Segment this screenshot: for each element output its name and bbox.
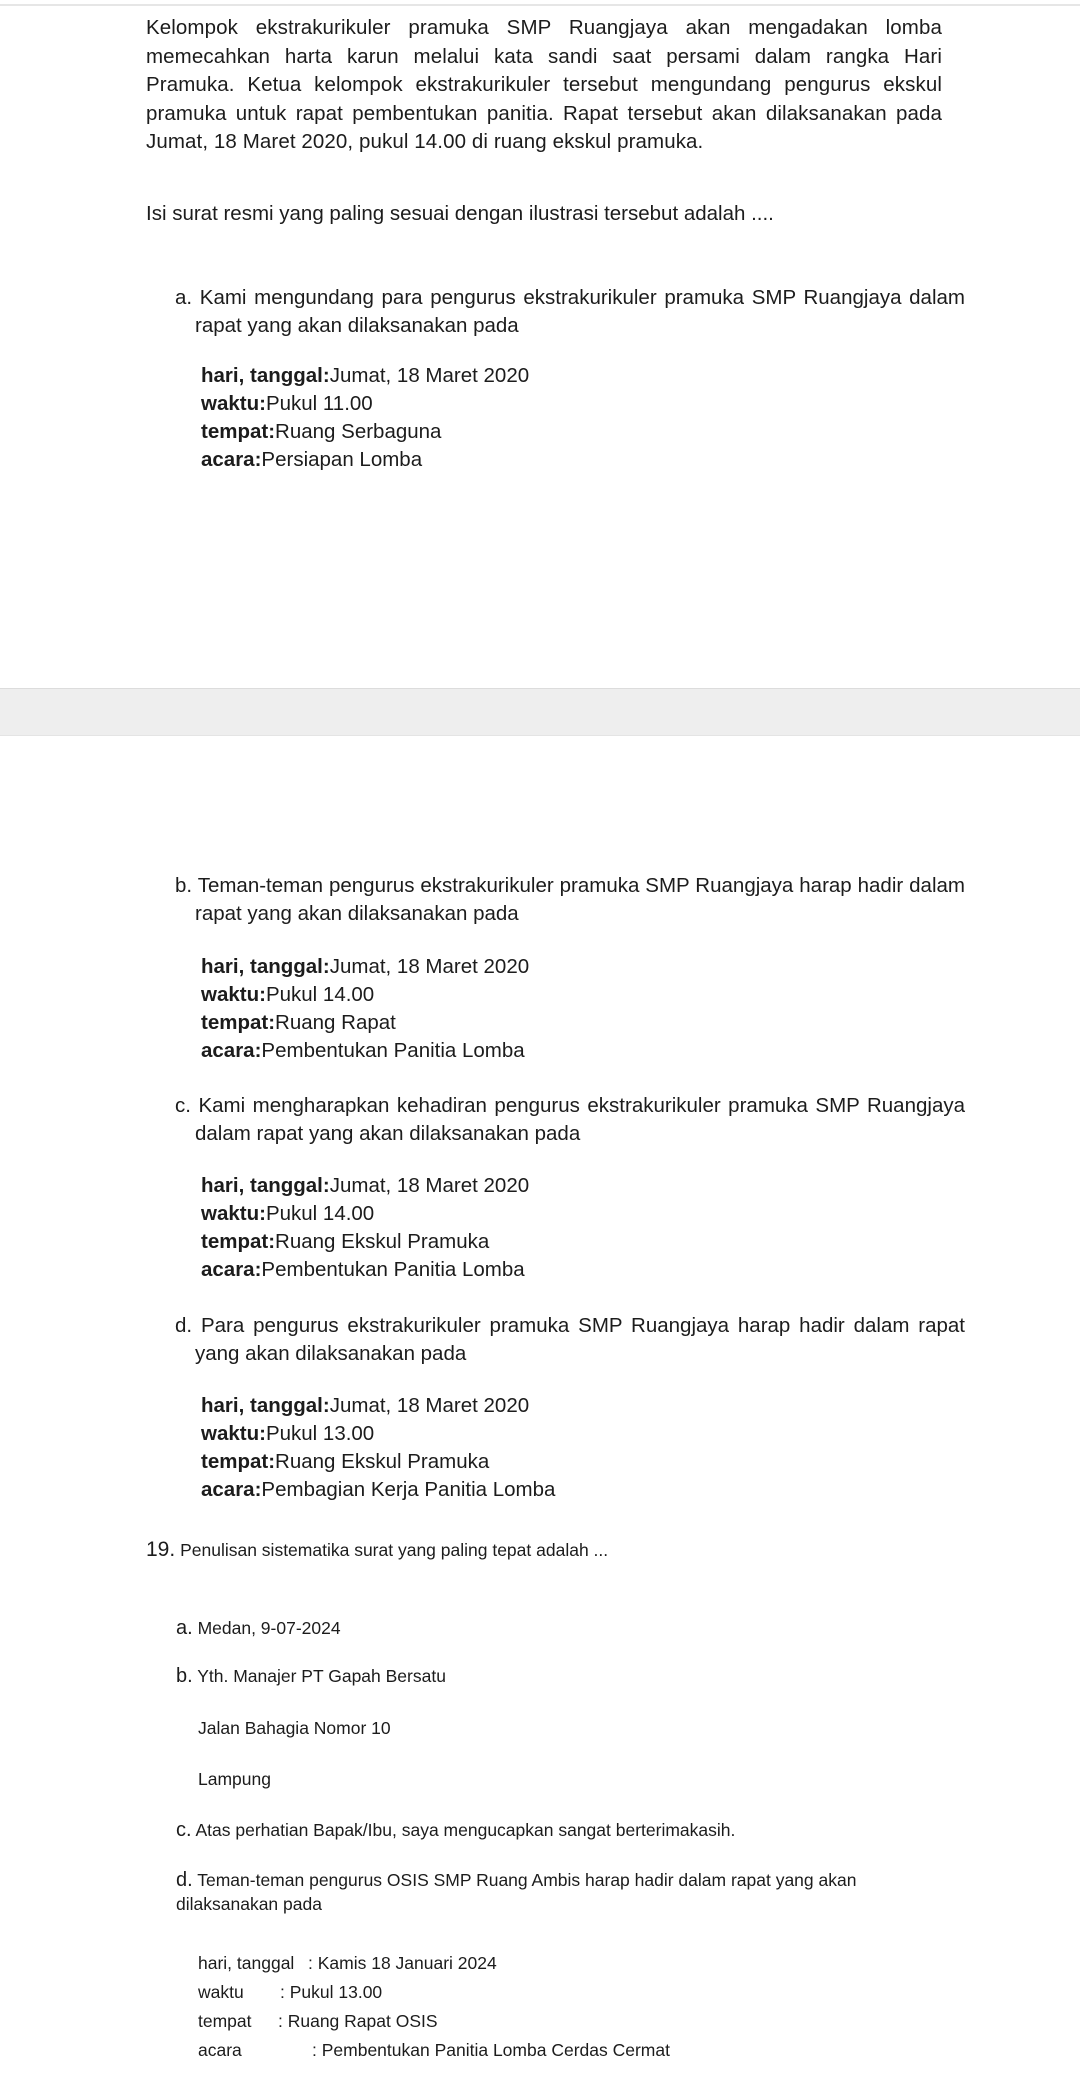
value-waktu: Pukul 14.00 bbox=[265, 983, 375, 1006]
q19-question bbox=[146, 1538, 608, 1562]
value-acara: Pembentukan Panitia Lomba bbox=[261, 1258, 525, 1281]
value-waktu: Pukul 13.00 bbox=[265, 1422, 375, 1445]
q18-option-a-text: Kami mengundang para pengurus ekstrakurikuler pramuka SMP Ruangjaya dalam rapat yang akan dilaksanakan pada bbox=[195, 286, 965, 337]
q18-option-c-letter: c. bbox=[175, 1094, 191, 1117]
value-waktu: Pukul 11.00 bbox=[265, 392, 373, 415]
q19-option-d[interactable] bbox=[176, 1868, 896, 1916]
q18-option-a-details bbox=[201, 362, 529, 474]
q18-option-c[interactable] bbox=[175, 1092, 965, 1148]
q19-option-a-letter: a. bbox=[176, 1617, 193, 1639]
q19-option-b[interactable] bbox=[176, 1664, 446, 1688]
q19-option-c-text: Atas perhatian Bapak/Ibu, saya mengucapkan sangat berterimakasih. bbox=[195, 1820, 736, 1840]
q19-option-d-letter: d. bbox=[176, 1869, 193, 1891]
label-hari-tanggal: hari, tanggal: bbox=[201, 1394, 330, 1417]
q19-d-value: : Pembentukan Panitia Lomba Cerdas Cermat bbox=[312, 2040, 670, 2060]
q19-option-c-letter: c. bbox=[176, 1819, 192, 1841]
q19-d-value: : Kamis 18 Januari 2024 bbox=[308, 1953, 497, 1973]
value-acara: Pembagian Kerja Panitia Lomba bbox=[261, 1478, 556, 1501]
label-acara: acara: bbox=[201, 1478, 262, 1501]
q18-intro-paragraph: Kelompok ekstrakurikuler pramuka SMP Ruangjaya akan mengadakan lomba memecahkan harta karun melalui kata sandi saat persami dalam rangka Hari Pramuka. Ketua kelompok ekstrakurikuler tersebut mengundang pengurus ekskul pramuka untuk rapat pembentukan panitia. Rapat tersebut akan dilaksanakan pada Jumat, 18 Maret 2020, pukul 14.00 di ruang ekskul pramuka. bbox=[146, 16, 942, 153]
q18-option-d[interactable] bbox=[175, 1312, 965, 1368]
label-acara: acara: bbox=[201, 448, 262, 471]
value-tempat: Ruang Ekskul Pramuka bbox=[275, 1450, 490, 1473]
label-acara: acara: bbox=[201, 1039, 262, 1062]
q19-option-c[interactable] bbox=[176, 1818, 735, 1842]
value-waktu: Pukul 14.00 bbox=[265, 1202, 375, 1225]
q19-d-row-hari-tanggal bbox=[198, 1951, 497, 1975]
q19-option-b-text: Yth. Manajer PT Gapah Bersatu bbox=[197, 1666, 446, 1686]
q19-option-a[interactable] bbox=[176, 1616, 341, 1640]
q18-option-a[interactable] bbox=[175, 284, 965, 340]
q19-d-label: acara bbox=[198, 2040, 242, 2060]
label-hari-tanggal: hari, tanggal: bbox=[201, 955, 330, 978]
q19-d-row-waktu bbox=[198, 1980, 382, 2004]
top-divider bbox=[0, 4, 1080, 6]
value-hari-tanggal: Jumat, 18 Maret 2020 bbox=[329, 364, 530, 387]
q19-option-d-text: Teman-teman pengurus OSIS SMP Ruang Ambis harap hadir dalam rapat yang akan dilaksanakan pada bbox=[176, 1870, 857, 1914]
q19-d-row-acara bbox=[198, 2038, 670, 2062]
q18-option-d-letter: d. bbox=[175, 1314, 193, 1337]
label-hari-tanggal: hari, tanggal: bbox=[201, 1174, 330, 1197]
label-acara: acara: bbox=[201, 1258, 262, 1281]
label-waktu: waktu: bbox=[201, 392, 266, 415]
label-waktu: waktu: bbox=[201, 983, 266, 1006]
q18-option-c-details bbox=[201, 1172, 529, 1284]
q19-d-label: hari, tanggal bbox=[198, 1953, 295, 1973]
q19-d-label: waktu bbox=[198, 1982, 244, 2002]
label-waktu: waktu: bbox=[201, 1422, 266, 1445]
q19-d-label: tempat bbox=[198, 2011, 252, 2031]
value-tempat: Ruang Ekskul Pramuka bbox=[275, 1230, 490, 1253]
q18-option-b-details bbox=[201, 953, 529, 1065]
q19-option-b-letter: b. bbox=[176, 1665, 193, 1687]
value-hari-tanggal: Jumat, 18 Maret 2020 bbox=[329, 955, 530, 978]
value-tempat: Ruang Serbaguna bbox=[275, 420, 442, 443]
q19-d-row-tempat bbox=[198, 2009, 438, 2033]
q19-question-text: Penulisan sistematika surat yang paling tepat adalah ... bbox=[180, 1540, 609, 1560]
value-acara: Pembentukan Panitia Lomba bbox=[261, 1039, 525, 1062]
value-hari-tanggal: Jumat, 18 Maret 2020 bbox=[329, 1174, 530, 1197]
label-tempat: tempat: bbox=[201, 1450, 276, 1473]
q19-option-a-text: Medan, 9-07-2024 bbox=[197, 1618, 341, 1638]
page-break-band bbox=[0, 688, 1080, 736]
q18-option-d-details bbox=[201, 1392, 555, 1504]
label-hari-tanggal: hari, tanggal: bbox=[201, 364, 330, 387]
q19-number: 19. bbox=[146, 1538, 176, 1561]
label-tempat: tempat: bbox=[201, 1011, 276, 1034]
label-waktu: waktu: bbox=[201, 1202, 266, 1225]
q19-d-value: : Ruang Rapat OSIS bbox=[278, 2011, 438, 2031]
value-hari-tanggal: Jumat, 18 Maret 2020 bbox=[329, 1394, 530, 1417]
q19-option-b-line3: Lampung bbox=[198, 1769, 271, 1789]
q18-option-d-text: Para pengurus ekstrakurikuler pramuka SMP Ruangjaya harap hadir dalam rapat yang akan dilaksanakan pada bbox=[195, 1314, 965, 1365]
q18-option-b[interactable] bbox=[175, 872, 965, 928]
label-tempat: tempat: bbox=[201, 420, 276, 443]
q18-option-a-letter: a. bbox=[175, 286, 193, 309]
q19-d-value: : Pukul 13.00 bbox=[280, 1982, 383, 2002]
q18-option-c-text: Kami mengharapkan kehadiran pengurus ekstrakurikuler pramuka SMP Ruangjaya dalam rapat yang akan dilaksanakan pada bbox=[195, 1094, 965, 1145]
q18-option-b-letter: b. bbox=[175, 874, 193, 897]
q18-question: Isi surat resmi yang paling sesuai dengan ilustrasi tersebut adalah .... bbox=[146, 202, 774, 225]
label-tempat: tempat: bbox=[201, 1230, 276, 1253]
q18-option-b-text: Teman-teman pengurus ekstrakurikuler pramuka SMP Ruangjaya harap hadir dalam rapat yang akan dilaksanakan pada bbox=[195, 874, 965, 925]
value-acara: Persiapan Lomba bbox=[261, 448, 423, 471]
q19-option-b-line2: Jalan Bahagia Nomor 10 bbox=[198, 1718, 391, 1738]
value-tempat: Ruang Rapat bbox=[275, 1011, 396, 1034]
